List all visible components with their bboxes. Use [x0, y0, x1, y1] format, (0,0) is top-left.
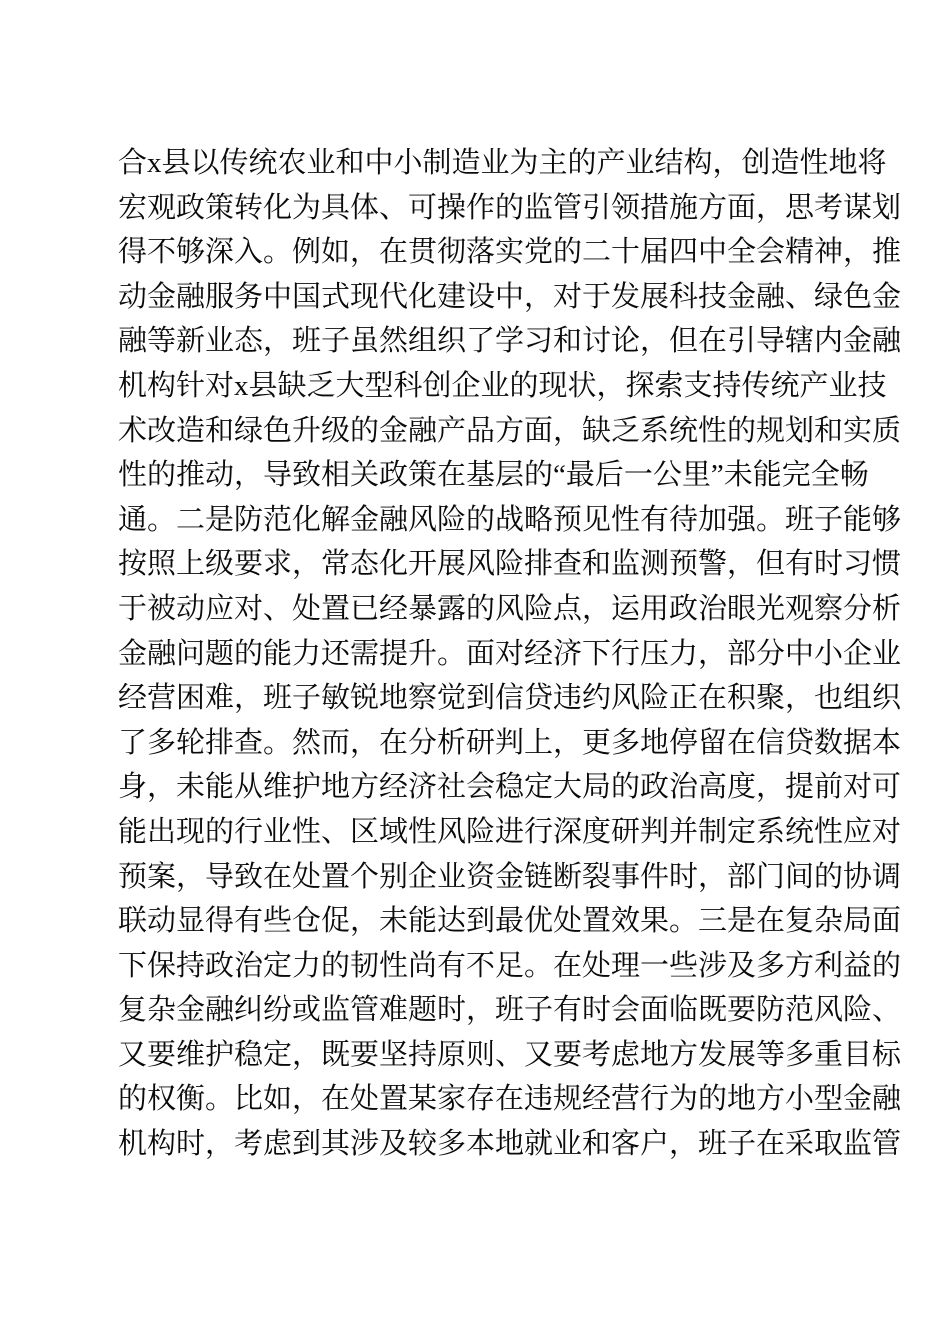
text-line: 术改造和绿色升级的金融产品方面，缺乏系统性的规划和实质	[118, 414, 902, 447]
text-line: 合x县以传统农业和中小制造业为主的产业结构，创造性地将	[118, 147, 887, 179]
text-line: 了多轮排查。然而，在分析研判上，更多地停留在信贷数据本	[118, 726, 902, 759]
text-line: 联动显得有些仓促，未能达到最优处置效果。三是在复杂局面	[118, 905, 902, 938]
text-line: 得不够深入。例如，在贯彻落实党的二十届四中全会精神，推	[118, 236, 902, 269]
text-line: 又要维护稳定，既要坚持原则、又要考虑地方发展等多重目标	[118, 1038, 902, 1071]
text-line: 身，未能从维护地方经济社会稳定大局的政治高度，提前对可	[118, 771, 902, 804]
text-line: 机构时，考虑到其涉及较多本地就业和客户，班子在采取监管	[118, 1128, 902, 1161]
text-line: 复杂金融纠纷或监管难题时，班子有时会面临既要防范风险、	[118, 994, 902, 1027]
text-line: 金融问题的能力还需提升。面对经济下行压力，部分中小企业	[118, 637, 902, 670]
text-line: 融等新业态，班子虽然组织了学习和讨论，但在引导辖内金融	[118, 325, 902, 358]
text-line: 下保持政治定力的韧性尚有不足。在处理一些涉及多方利益的	[118, 949, 902, 982]
text-line: 预案，导致在处置个别企业资金链断裂事件时，部门间的协调	[118, 860, 902, 893]
text-line: 动金融服务中国式现代化建设中，对于发展科技金融、绿色金	[118, 280, 902, 313]
text-line: 的权衡。比如，在处置某家存在违规经营行为的地方小型金融	[118, 1083, 902, 1116]
text-line: 通。二是防范化解金融风险的战略预见性有待加强。班子能够	[118, 503, 902, 536]
text-line: 机构针对x县缺乏大型科创企业的现状，探索支持传统产业技	[118, 369, 887, 402]
document-body-text	[118, 141, 902, 1167]
text-line: 性的推动，导致相关政策在基层的“最后一公里”未能完全畅	[118, 459, 869, 492]
text-line: 经营困难，班子敏锐地察觉到信贷违约风险正在积聚，也组织	[118, 682, 902, 715]
text-line: 于被动应对、处置已经暴露的风险点，运用政治眼光观察分析	[118, 592, 902, 625]
text-line: 能出现的行业性、区域性风险进行深度研判并制定系统性应对	[118, 815, 902, 848]
text-line: 宏观政策转化为具体、可操作的监管引领措施方面，思考谋划	[118, 191, 902, 224]
text-line: 按照上级要求，常态化开展风险排查和监测预警，但有时习惯	[118, 548, 902, 581]
